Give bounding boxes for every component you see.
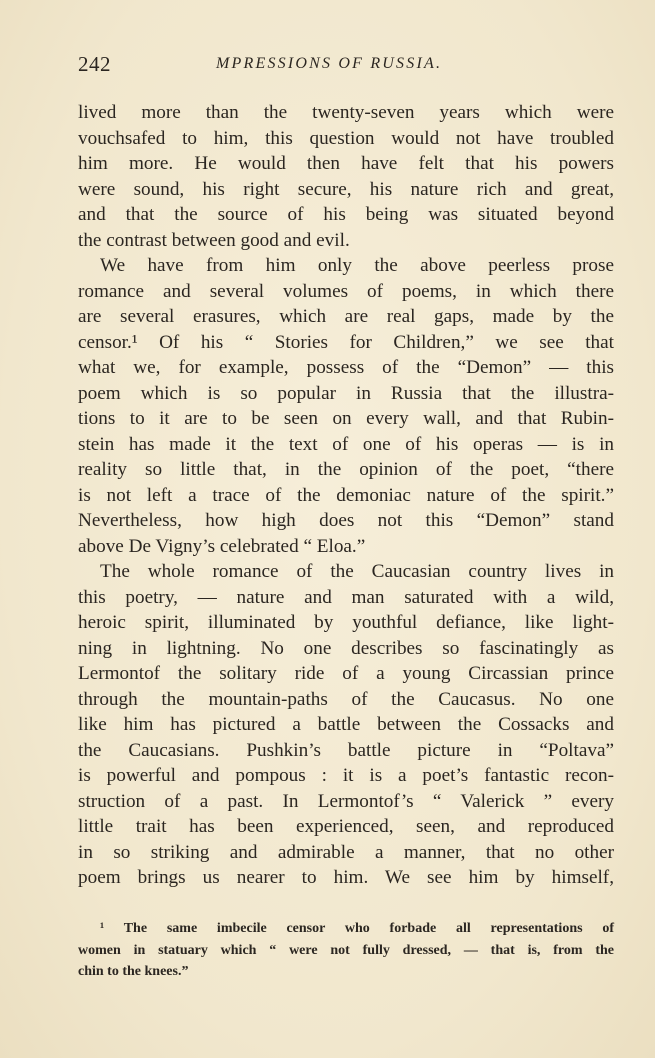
text-line: him more. He would then have felt that his powers [78,153,614,174]
text-line: poem which is so popular in Russia that the illustra- [78,382,614,404]
text-line: struction of a past. In Lermontof’s “ Valerick ” every [78,790,614,812]
page-header [78,50,614,80]
text-line: is powerful and pompous : it is a poet’s fantastic recon- [78,765,614,786]
text-line: the contrast between good and evil. [78,229,350,251]
page-number: 242 [78,52,111,76]
text-line: Lermontof the solitary ride of a young Circassian prince [78,663,614,684]
footnote [78,918,614,983]
text-line: Nevertheless, how high does not this “Demon” stand [78,510,614,531]
text-line: is not left a trace of the demoniac nature of the spirit.” [78,484,614,506]
text-line: this poetry, — nature and man saturated with a wild, [78,586,614,608]
text-line: poem brings us nearer to him. We see him by himself, [78,867,614,888]
text-line: in so striking and admirable a manner, that no other [78,841,614,863]
footnote-line: ¹ The same imbecile censor who forbade all representations of [100,921,614,936]
text-line: lived more than the twenty-seven years which were [78,102,614,123]
text-line: We have from him only the above peerless prose [100,255,614,276]
text-line: above De Vigny’s celebrated “ Eloa.” [78,535,366,557]
text-line: heroic spirit, illuminated by youthful defiance, like light- [78,612,614,633]
text-line: romance and several volumes of poems, in which there [78,280,614,302]
running-head: MPRESSIONS OF RUSSIA. [216,55,443,72]
text-line: vouchsafed to him, this question would not have troubled [78,127,614,149]
footnote-line: women in statuary which “ were not fully dressed, — that is, from the [78,942,614,958]
text-line: are several erasures, which are real gaps, made by the [78,306,614,327]
text-line: what we, for example, possess of the “Demon” — this [78,357,614,378]
body-text [78,100,614,891]
text-line: were sound, his right secure, his nature rich and great, [78,178,614,200]
footnote-line: chin to the knees.” [78,964,189,979]
text-line: ning in lightning. No one describes so fascinatingly as [78,637,614,659]
text-line: through the mountain-paths of the Caucasus. No one [78,688,614,710]
text-line: reality so little that, in the opinion of the poet, “there [78,459,614,480]
text-line: censor.¹ Of his “ Stories for Children,” we see that [78,331,614,353]
text-line: The whole romance of the Caucasian country lives in [100,561,614,582]
text-line: like him has pictured a battle between the Cossacks and [78,714,614,735]
text-line: tions to it are to be seen on every wall, and that Rubin- [78,408,614,429]
text-line: and that the source of his being was situated beyond [78,204,614,225]
text-line: the Caucasians. Pushkin’s battle picture in “Poltava” [78,739,614,761]
text-line: little trait has been experienced, seen, and reproduced [78,816,614,837]
text-line: stein has made it the text of one of his operas — is in [78,433,614,455]
